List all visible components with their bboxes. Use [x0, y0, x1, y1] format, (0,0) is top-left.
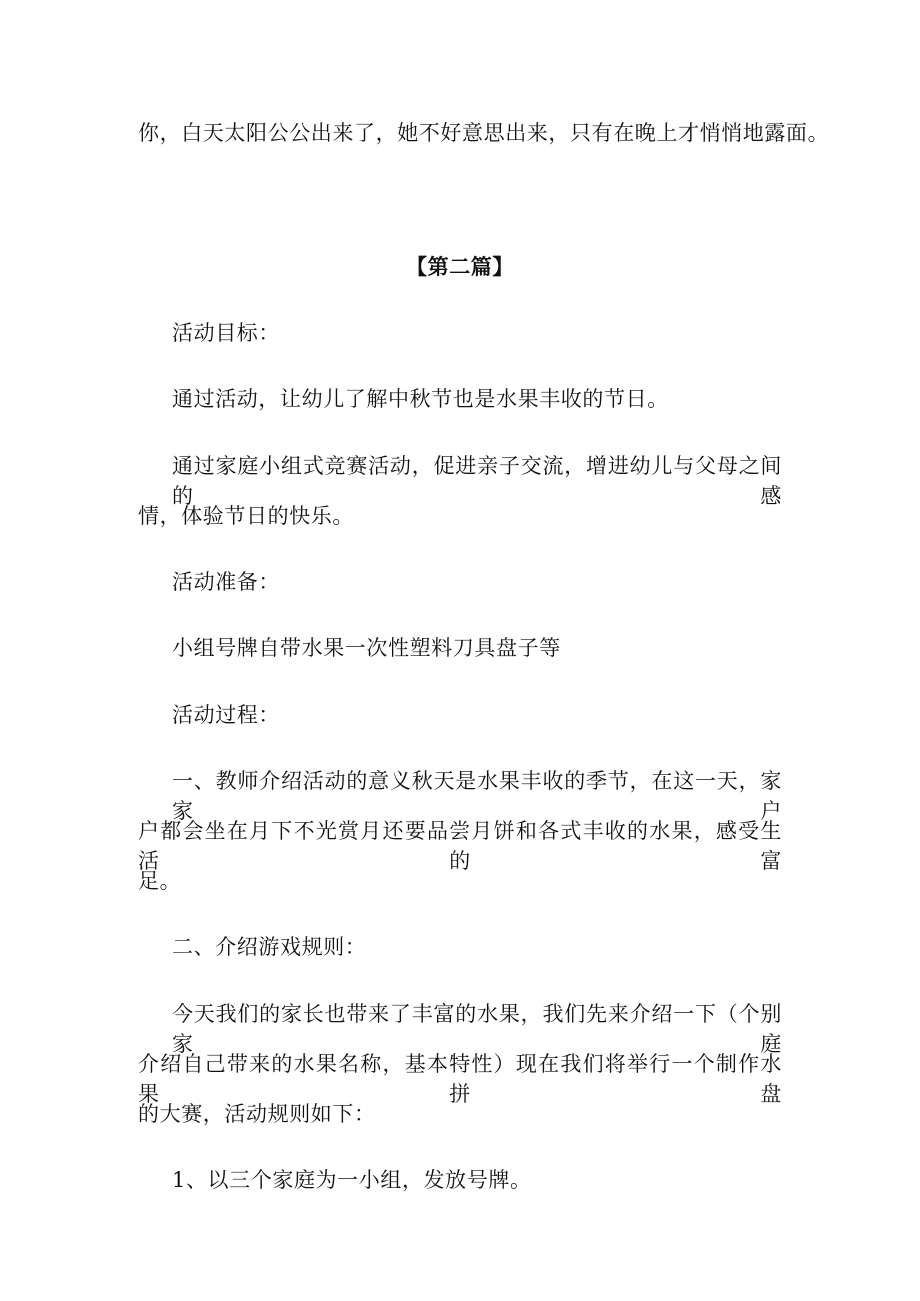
- paragraph: 活动准备：: [172, 570, 280, 594]
- paragraph: 二、介绍游戏规则：: [172, 935, 367, 959]
- section-heading: 【第二篇】: [406, 254, 514, 279]
- paragraph-line: 情，体验节日的快乐。: [138, 504, 354, 528]
- paragraph-line: 足。: [138, 869, 182, 893]
- paragraph-line: 一、教师介绍活动的意义秋天是水果丰收的季节，在这一天，家家户: [172, 769, 782, 823]
- paragraph-line: 户都会坐在月下不光赏月还要品尝月饼和各式丰收的水果，感受生活的富: [138, 819, 782, 873]
- paragraph: 小组号牌自带水果一次性塑料刀具盘子等: [172, 636, 561, 660]
- paragraph: 活动过程：: [172, 703, 280, 727]
- paragraph-line: 今天我们的家长也带来了丰富的水果，我们先来介绍一下（个别家庭: [172, 1002, 782, 1056]
- paragraph-line: 的大赛，活动规则如下：: [138, 1102, 376, 1126]
- paragraph: 1、以三个家庭为一小组，发放号牌。: [172, 1168, 532, 1192]
- paragraph: 活动目标：: [172, 321, 280, 345]
- paragraph-line: 你，白天太阳公公出来了，她不好意思出来，只有在晚上才悄悄地露面。: [138, 121, 830, 145]
- paragraph-line: 通过家庭小组式竞赛活动，促进亲子交流，增进幼儿与父母之间的感: [172, 454, 782, 508]
- paragraph-line: 介绍自己带来的水果名称，基本特性）现在我们将举行一个制作水果拼盘: [138, 1052, 782, 1106]
- paragraph: 通过活动，让幼儿了解中秋节也是水果丰收的节日。: [172, 387, 669, 411]
